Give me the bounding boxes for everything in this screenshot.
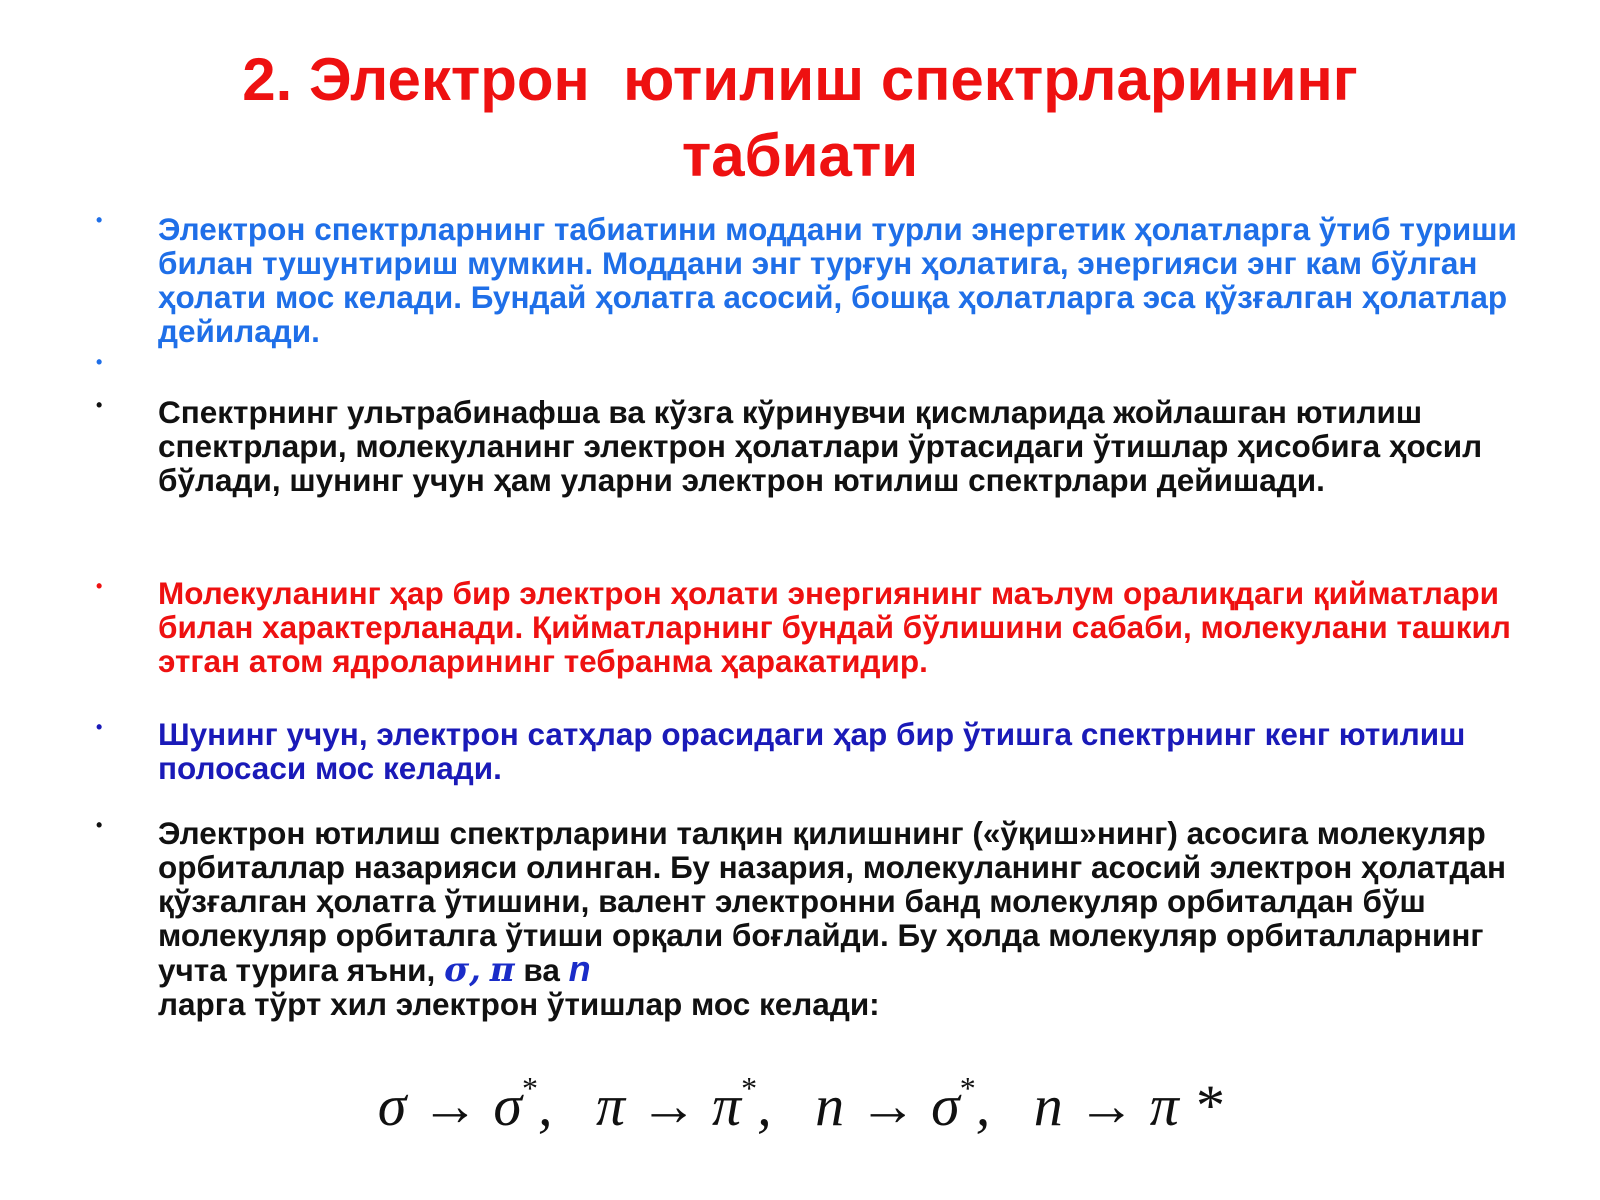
paragraph-vibrational-motion: Молекуланинг ҳар бир электрон ҳолати энергиянинг маълум оралиқдаги қийматлари билан характерланади. Қийматларнинг бундай бўлишини сабаби, молекулани ташкил этган атом ядроларининг тебранма ҳаракатидир. xyxy=(158,575,1511,679)
asterisk: * xyxy=(959,1069,976,1106)
bullet-marker: • xyxy=(96,395,103,415)
va-word: ва xyxy=(514,952,569,988)
asterisk: * xyxy=(521,1069,538,1106)
transition-n-pi: n → π * xyxy=(1033,1073,1223,1138)
transition-sigma-sigma: σ → σ xyxy=(377,1073,522,1138)
separator: , xyxy=(537,1073,596,1138)
paragraph-mo-tail: ларга тўрт хил электрон ўтишлар мос келади: xyxy=(158,986,880,1022)
transition-pi-pi: π → π xyxy=(595,1073,742,1138)
bullet-marker-empty: • xyxy=(96,352,103,372)
sigma-symbol: σ, xyxy=(444,950,481,990)
paragraph-energy-states: Электрон спектрларнинг табиатини моддани турли энергетик ҳолатларга ўтиб туриши билан тушунтириш мумкин. Моддани энг турғун ҳолатига, энергияси энг кам бўлган ҳолати мос келади. Бундай ҳолатга асосий, бошқа ҳолатларга эса қўзғалган ҳолатлар дейилади. xyxy=(158,211,1517,349)
paragraph-absorption-band: Шунинг учун, электрон сатҳлар орасидаги ҳар бир ўтишга спектрнинг кенг ютилиш полосаси мос келади. xyxy=(158,716,1466,786)
bullet-marker: • xyxy=(96,210,103,230)
asterisk: * xyxy=(741,1069,758,1106)
slide-title: 2. Электрон ютилиш спектрларининг табиати xyxy=(242,46,1358,189)
bullet-marker: • xyxy=(96,815,103,835)
paragraph-uv-visible-spectra: Спектрнинг ультрабинафша ва кўзга кўринувчи қисмларида жойлашган ютилиш спектрлари, молекуланинг электрон ҳолатлари ўртасидаги ўтишлар ҳисобига ҳосил бўлади, шунинг учун ҳам уларни электрон ютилиш спектрлари дейишади. xyxy=(158,394,1483,498)
transition-formula xyxy=(0,1069,1600,1139)
bullet-marker: • xyxy=(96,576,103,596)
separator: , xyxy=(975,1073,1034,1138)
bullet-marker: • xyxy=(96,717,103,737)
n-symbol: n xyxy=(568,948,591,989)
pi-symbol: π xyxy=(489,950,515,990)
paragraph-molecular-orbitals xyxy=(158,816,1558,1021)
separator: , xyxy=(757,1073,816,1138)
paragraph-mo-text: Электрон ютилиш спектрларини талқин қилишнинг («ўқиш»нинг) асосига молекуляр орбиталлар назарияси олинган. Бу назария, молекуланинг асосий электрон ҳолатдан қўзғалган ҳолатга ўтишини, валент электронни банд молекуляр орбиталдан бўш молекуляр орбиталга ўтиши орқали боғлайди. Бу ҳолда молекуляр орбиталларнинг учта турига яъни, xyxy=(158,815,1507,988)
transition-n-sigma: n → σ xyxy=(815,1073,960,1138)
